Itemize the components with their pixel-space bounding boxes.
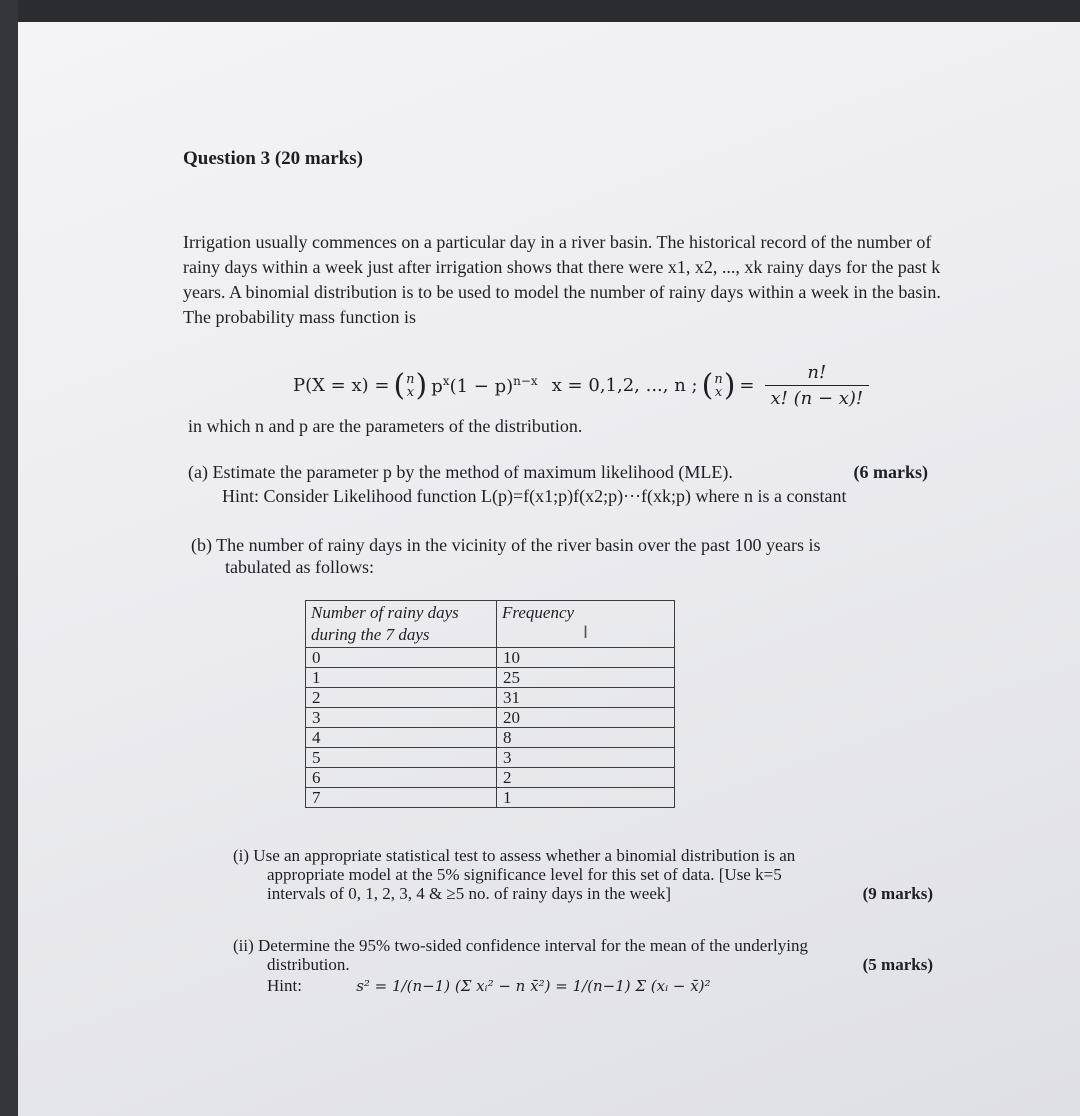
formula-equals: = [739,375,755,396]
formula-range: x = 0,1,2, ..., n ; [551,375,698,396]
table-row [306,788,675,808]
factorial-fraction [765,362,870,409]
part-a-hint: Hint: Consider Likelihood function L(p)=f(x1;p)f(x2;p)···f(xk;p) where n is a constant [222,486,847,506]
part-b-i-line1: (i) Use an appropriate statistical test to assess whether a binomial distribution is an [233,846,796,865]
hint-label: Hint: [267,976,302,995]
cell-rainy-days: 0 [306,648,497,668]
cell-frequency: 1 [497,788,675,808]
cell-frequency: 31 [497,688,675,708]
table-row [306,708,675,728]
frac-denominator: x! (n − x)! [765,385,870,409]
cell-frequency: 25 [497,668,675,688]
formula-mid: (1 − p) [449,376,514,397]
cell-frequency: 2 [497,768,675,788]
header-rainy-days: Number of rainy days during the 7 days [306,601,497,648]
cell-rainy-days: 6 [306,768,497,788]
part-b-i-line3: intervals of 0, 1, 2, 3, 4 & ≥5 no. of rainy days in the week] [267,884,672,903]
cell-rainy-days: 5 [306,748,497,768]
part-b [191,534,931,578]
table-row [306,688,675,708]
binom-bottom: x [406,384,415,400]
monitor-bezel-left [0,0,18,1116]
intro-paragraph: Irrigation usually commences on a particular day in a river basin. The historical record of the number of rainy days within a week just after irrigation shows that there were x1, x2, ..., xk rainy days for the past k years. A binomial distribution is to be used to model the number of rainy days within a week in the basin. The probability mass function is [183,232,941,327]
formula-exp1: x [442,374,450,388]
params-text: in which n and p are the parameters of the distribution. [188,416,583,436]
formula-exp2: n−x [513,374,538,388]
part-b-i-marks: (9 marks) [862,884,933,903]
part-b-i [233,846,933,903]
frac-numerator: n! [807,362,827,383]
text-cursor-icon: I [582,623,588,643]
part-b-ii-marks: (5 marks) [862,955,933,974]
part-b-i-line2: appropriate model at the 5% significance level for this set of data. [Use k=5 [267,865,782,884]
part-a [188,460,928,508]
binomial-coefficient-2: ( n x ) [701,367,736,403]
part-b-ii-line1: (ii) Determine the 95% two-sided confidence interval for the mean of the underlying [233,936,808,955]
monitor-bezel-top [0,0,1080,22]
cell-frequency: 10 [497,648,675,668]
part-b-line2: tabulated as follows: [225,557,374,577]
header-frequency [497,601,675,648]
cell-frequency: 3 [497,748,675,768]
cell-rainy-days: 2 [306,688,497,708]
table-row [306,768,675,788]
table-row [306,648,675,668]
table-row [306,728,675,748]
cell-rainy-days: 7 [306,788,497,808]
cell-rainy-days: 3 [306,708,497,728]
binom2-bottom: x [714,384,723,400]
part-b-ii-line2: distribution. [267,955,350,974]
pmf-formula [293,362,933,409]
table-row [306,748,675,768]
formula-lhs: P(X = x) = [293,375,390,396]
variance-hint-formula: s² = 1/(n−1) (Σ xᵢ² − n x̄²) = 1/(n−1) Σ (xᵢ − x̄)² [356,977,711,995]
question-title: Question 3 (20 marks) [183,148,363,169]
binomial-coefficient: ( n x ) [393,367,428,403]
frequency-table [305,600,675,808]
table-row [306,668,675,688]
cell-rainy-days: 1 [306,668,497,688]
document-page [18,22,1080,1116]
part-a-marks: (6 marks) [853,462,928,482]
cell-rainy-days: 4 [306,728,497,748]
formula-body: p [431,376,443,397]
part-b-line1: (b) The number of rainy days in the vicinity of the river basin over the past 100 years is [191,535,821,555]
cell-frequency: 20 [497,708,675,728]
binom-top: n [406,371,415,387]
part-b-ii [233,936,933,996]
cell-frequency: 8 [497,728,675,748]
header-frequency-label: Frequency [502,603,575,622]
binom2-top: n [714,371,723,387]
part-a-line1: (a) Estimate the parameter p by the method of maximum likelihood (MLE). [188,462,733,482]
